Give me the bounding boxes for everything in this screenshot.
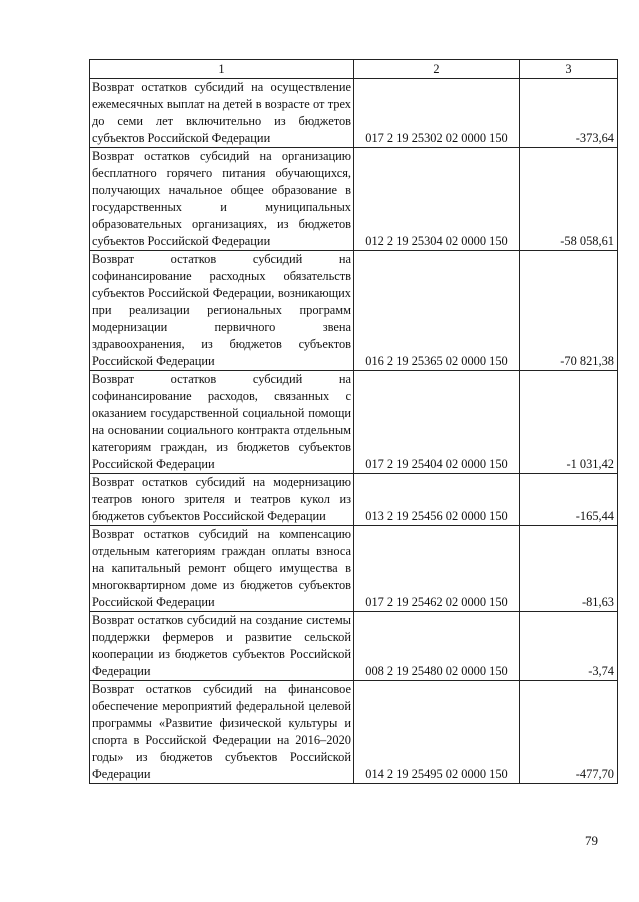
column-header-3: 3 <box>520 60 618 79</box>
row-description: Возврат остатков субсидий на организацию бесплатного горячего питания обучающихся, получающих начальное общее образование в государственных и муниципальных образовательных организациях, из бюджетов субъектов Российской Федерации <box>90 148 354 251</box>
row-description: Возврат остатков субсидий на осуществление ежемесячных выплат на детей в возрасте от трех до семи лет включительно из бюджетов субъектов Российской Федерации <box>90 79 354 148</box>
row-code: 016 2 19 25365 02 0000 150 <box>354 251 520 371</box>
row-code: 013 2 19 25456 02 0000 150 <box>354 474 520 526</box>
table-row <box>90 371 618 474</box>
row-amount: -373,64 <box>520 79 618 148</box>
table-row <box>90 474 618 526</box>
header-row <box>90 60 618 79</box>
budget-table <box>89 59 618 784</box>
table-row <box>90 251 618 371</box>
row-amount: -477,70 <box>520 681 618 784</box>
table-row <box>90 681 618 784</box>
row-amount: -70 821,38 <box>520 251 618 371</box>
row-description: Возврат остатков субсидий на компенсацию отдельным категориям граждан оплаты взноса на капитальный ремонт общего имущества в многоквартирном доме из бюджетов субъектов Российской Федерации <box>90 526 354 612</box>
table-row <box>90 79 618 148</box>
row-code: 008 2 19 25480 02 0000 150 <box>354 612 520 681</box>
row-description: Возврат остатков субсидий на модернизацию театров юного зрителя и театров кукол из бюджетов субъектов Российской Федерации <box>90 474 354 526</box>
column-header-2: 2 <box>354 60 520 79</box>
row-description: Возврат остатков субсидий на создание системы поддержки фермеров и развитие сельской кооперации из бюджетов субъектов Российской Федерации <box>90 612 354 681</box>
row-description: Возврат остатков субсидий на софинансирование расходных обязательств субъектов Российской Федерации, возникающих при реализации региональных программ модернизации первичного звена здравоохранения, из бюджетов субъектов Российской Федерации <box>90 251 354 371</box>
row-code: 017 2 19 25404 02 0000 150 <box>354 371 520 474</box>
row-amount: -58 058,61 <box>520 148 618 251</box>
row-code: 012 2 19 25304 02 0000 150 <box>354 148 520 251</box>
table-row <box>90 612 618 681</box>
table-row <box>90 526 618 612</box>
row-code: 014 2 19 25495 02 0000 150 <box>354 681 520 784</box>
column-header-1: 1 <box>90 60 354 79</box>
row-code: 017 2 19 25302 02 0000 150 <box>354 79 520 148</box>
row-description: Возврат остатков субсидий на софинансирование расходов, связанных с оказанием государственной социальной помощи на основании социального контракта отдельным категориям граждан, из бюджетов субъектов Российской Федерации <box>90 371 354 474</box>
row-amount: -1 031,42 <box>520 371 618 474</box>
row-amount: -81,63 <box>520 526 618 612</box>
row-code: 017 2 19 25462 02 0000 150 <box>354 526 520 612</box>
row-amount: -165,44 <box>520 474 618 526</box>
table-row <box>90 148 618 251</box>
row-amount: -3,74 <box>520 612 618 681</box>
page-number: 79 <box>585 833 598 848</box>
row-description: Возврат остатков субсидий на финансовое обеспечение мероприятий федеральной целевой программы «Развитие физической культуры и спорта в Российской Федерации на 2016–2020 годы» из бюджетов субъектов Российской Федерации <box>90 681 354 784</box>
